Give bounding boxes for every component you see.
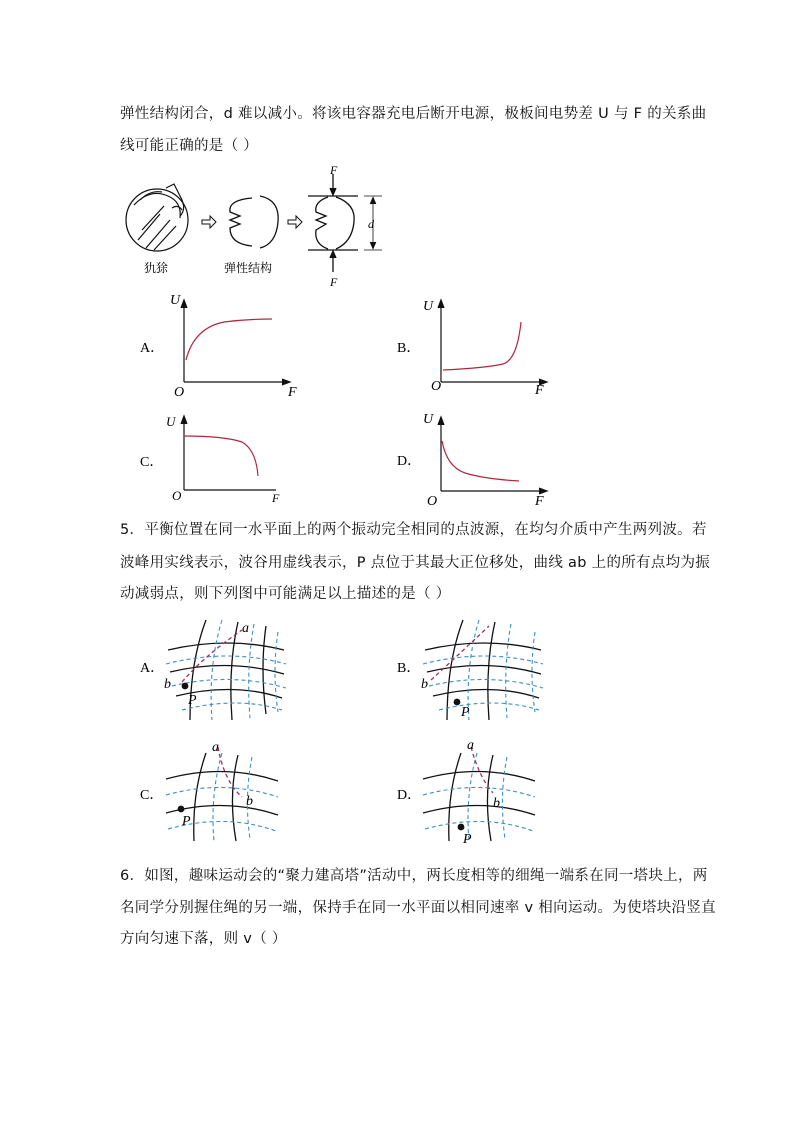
wave-c-label-a: a bbox=[212, 740, 219, 755]
wave-d-label-b: b bbox=[493, 796, 500, 811]
wave-b-ab-curve bbox=[431, 626, 489, 680]
caption-armadillo: 犰狳 bbox=[144, 261, 169, 275]
option-d-xlabel: F bbox=[535, 494, 544, 509]
option-b-xlabel: F bbox=[535, 383, 544, 398]
wave-b-label-b: b bbox=[421, 677, 428, 692]
q6-line-3: 方向匀速下落，则 v（ ） bbox=[120, 931, 287, 947]
arrow-right-icon bbox=[202, 216, 216, 228]
wave-c-label-p: P bbox=[182, 814, 191, 829]
q4-line-1: 弹性结构闭合，d 难以减小。将该电容器充电后断开电源，极板间电势差 U 与 F 的关系曲 bbox=[120, 106, 707, 122]
wave-b-label-p: P bbox=[461, 705, 470, 720]
wave-a-label: A． bbox=[140, 661, 165, 676]
option-c-graph bbox=[138, 410, 308, 510]
option-b-origin: O bbox=[431, 379, 442, 394]
wave-a-label-p: P bbox=[188, 693, 197, 708]
option-a-label: A． bbox=[140, 341, 165, 356]
option-a-graph bbox=[138, 290, 308, 400]
option-d-ylabel: U bbox=[423, 412, 434, 427]
elastic-structure-icon bbox=[230, 196, 278, 248]
option-c-label: C． bbox=[140, 455, 164, 470]
q4-line-2: 线可能正确的是（ ） bbox=[120, 138, 259, 154]
wave-d-point-p bbox=[458, 824, 465, 831]
wave-a-point-p bbox=[182, 683, 189, 690]
option-c-ylabel: U bbox=[166, 414, 176, 429]
wave-option-c bbox=[138, 735, 298, 847]
option-a-xlabel: F bbox=[288, 385, 297, 400]
option-d-graph bbox=[395, 405, 565, 510]
wave-d-label-p: P bbox=[463, 832, 472, 847]
wave-b-point-p bbox=[454, 699, 461, 706]
q6-line-1: 6．如图，趣味运动会的“聚力建高塔”活动中，两长度相等的细绳一端系在同一塔块上，两 bbox=[120, 868, 708, 884]
wave-c-point-p bbox=[178, 806, 185, 813]
wave-d-label-a: a bbox=[467, 738, 474, 753]
wave-c-label-b: b bbox=[246, 794, 253, 809]
label-F-bottom: F bbox=[330, 275, 338, 289]
option-a-origin: O bbox=[174, 385, 185, 400]
wave-a-label-b: b bbox=[164, 677, 171, 692]
option-b-graph bbox=[395, 290, 565, 400]
wave-b-label: B． bbox=[397, 661, 421, 676]
armadillo-figure bbox=[120, 160, 400, 289]
option-c-xlabel: F bbox=[272, 491, 280, 505]
option-a-ylabel: U bbox=[170, 293, 181, 308]
wave-a-label-a: a bbox=[242, 621, 249, 636]
option-b-label: B． bbox=[397, 341, 421, 356]
option-b-ylabel: U bbox=[423, 299, 434, 314]
q5-line-2: 波峰用实线表示，波谷用虚线表示，P 点位于其最大正位移处，曲线 ab 上的所有点均为振 bbox=[120, 555, 711, 571]
option-c-origin: O bbox=[172, 488, 182, 503]
q5-line-1: 5．平衡位置在同一水平面上的两个振动完全相同的点波源，在均匀介质中产生两列波。若 bbox=[120, 522, 707, 538]
option-c-curve bbox=[184, 436, 258, 476]
option-a-curve bbox=[186, 319, 272, 360]
option-d-label: D． bbox=[397, 454, 422, 469]
wave-option-a bbox=[138, 612, 298, 722]
label-d: d bbox=[368, 217, 374, 231]
q6-line-2: 名同学分别握住绳的另一端，保持手在同一水平面以相同速率 v 相向运动。为使塔块沿竖直 bbox=[120, 900, 716, 916]
armadillo-icon bbox=[126, 184, 188, 251]
q5-line-3: 动减弱点，则下列图中可能满足以上描述的是（ ） bbox=[120, 586, 451, 602]
arrow-right-icon bbox=[288, 216, 302, 228]
option-d-origin: O bbox=[427, 494, 438, 509]
wave-option-b bbox=[395, 612, 555, 722]
label-F-top: F bbox=[330, 163, 338, 177]
caption-elastic: 弹性结构 bbox=[224, 261, 273, 275]
option-b-curve bbox=[443, 322, 521, 370]
wave-d-label: D． bbox=[397, 788, 422, 803]
wave-option-d bbox=[395, 735, 555, 847]
wave-c-label: C． bbox=[140, 788, 164, 803]
option-d-curve bbox=[442, 441, 519, 481]
